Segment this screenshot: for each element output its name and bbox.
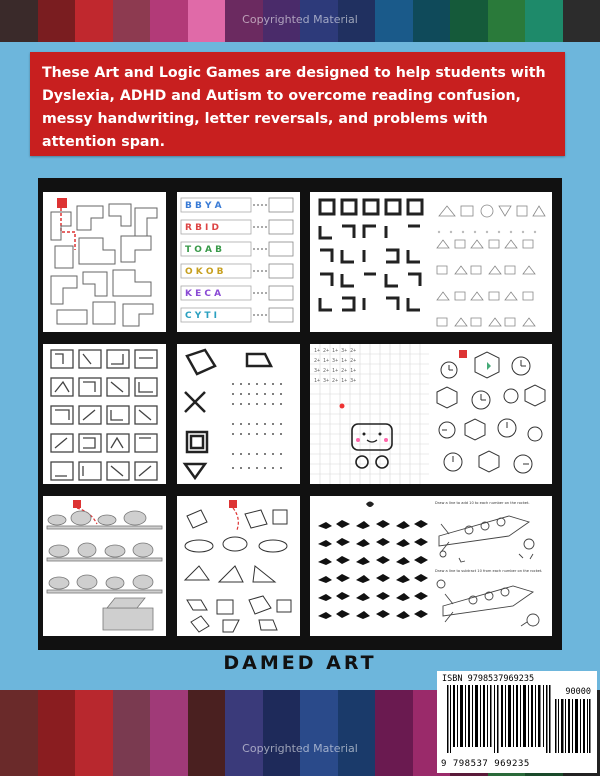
isbn-label: ISBN 9798537969235: [442, 674, 535, 684]
svg-text:3+ 2+ 1+ 2+ 1+: 3+ 2+ 1+ 2+ 1+: [314, 368, 357, 374]
thumbnail-grid: [38, 178, 562, 650]
isbn-barcode-box: [437, 671, 597, 773]
rocket-caption-top: Draw a line to add 10 to each number on the rocket.: [435, 501, 530, 505]
banner-text: These Art and Logic Games are designed to help students with Dyslexia, ADHD and Autism to overcome reading confusion, messy handwriting, letter reversals, and problems with attention span.: [42, 65, 546, 150]
isbn-price-code: 90000: [565, 687, 591, 697]
rocket-caption-bottom: Draw a line to subtract 10 from each number on the rocket.: [435, 569, 543, 573]
description-banner: [30, 52, 565, 156]
thumbnail-clock-hexagon-match: [429, 344, 552, 484]
letter-row-3: O K O B: [185, 267, 224, 277]
thumbnail-cake-shelf: [43, 496, 166, 636]
letter-row-2: T O A B: [185, 245, 223, 255]
thumbnail-bird-silhouettes: [310, 496, 433, 636]
thumbnail-shape-pairs: [177, 496, 300, 636]
watermark-top: Copyrighted Material: [242, 13, 358, 26]
thumbnail-maze-shapes: [43, 192, 166, 332]
thumbnail-letter-boxes: [177, 192, 300, 332]
thumbnail-dot-pattern-pictures: [177, 344, 300, 484]
thumbnail-shape-dot-grid: [429, 192, 552, 332]
letter-row-0: B B Y A: [185, 201, 222, 211]
thumbnail-reversal-symbols: [310, 192, 433, 332]
thumbnail-grid-robot-drawing: [310, 344, 433, 484]
price-barcode-icon: [555, 699, 591, 753]
brand-name: DAMED ART: [223, 652, 377, 674]
thumbnail-rocket-numbers: [429, 496, 552, 636]
letter-row-4: K E C A: [185, 289, 222, 299]
svg-text:1+ 3+ 2+ 1+ 3+: 1+ 3+ 2+ 1+ 3+: [314, 378, 357, 384]
thumbnail-dot-copy-shapes: [43, 344, 166, 484]
barcode-icon: [447, 685, 551, 753]
letter-row-5: C Y T I: [185, 311, 218, 321]
isbn-number: 9 798537 969235: [441, 759, 530, 769]
letter-row-1: R B I D: [185, 223, 220, 233]
svg-text:2+ 1+ 3+ 1+ 2+: 2+ 1+ 3+ 1+ 2+: [314, 358, 357, 364]
svg-text:1+ 2+ 1+ 3+ 2+: 1+ 2+ 1+ 3+ 2+: [314, 348, 357, 354]
watermark-bottom: Copyrighted Material: [242, 742, 358, 755]
